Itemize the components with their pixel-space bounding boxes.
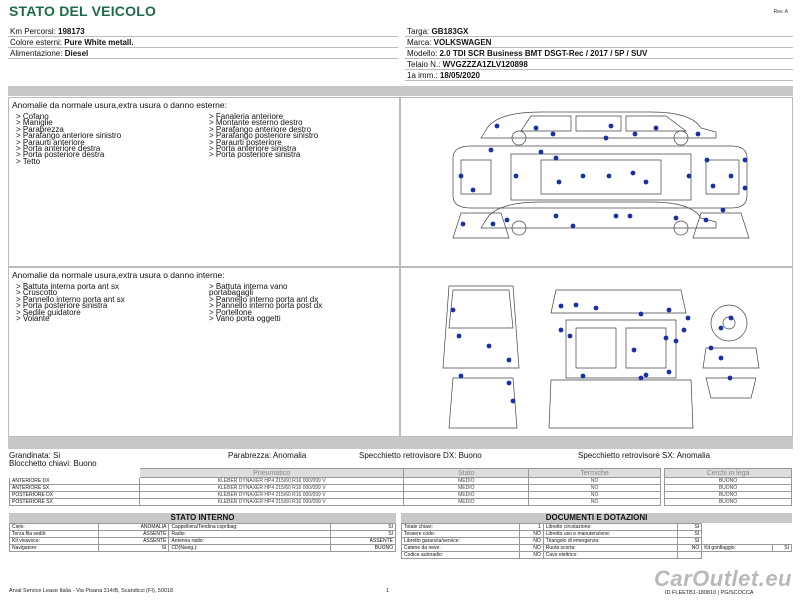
damage-marker: [667, 370, 672, 375]
documenti-label: Catene da neve:: [402, 545, 520, 552]
damage-item: > Paraurti anteriore: [16, 137, 85, 147]
documenti-row: [402, 538, 792, 545]
tyre-tyre-cell: KLEBER DYNAXER HP4 215/60 R16 000/099 V: [139, 492, 404, 499]
damage-marker: [604, 136, 609, 141]
documenti-label: Codice autoradio:: [402, 552, 520, 559]
info-right-row: [405, 59, 793, 70]
documenti-row: [402, 531, 792, 538]
documenti-label: Libretto circolazione:: [543, 524, 677, 531]
cerchi-row: [665, 492, 792, 499]
damage-marker: [674, 216, 679, 221]
damage-marker: [609, 124, 614, 129]
documenti-value: NO: [519, 545, 543, 552]
damage-marker: [559, 328, 564, 333]
interno-label: Cappelliera/Tendina copribag:: [169, 524, 331, 531]
documenti-row: [402, 524, 792, 531]
exterior-diagram-panel: [400, 97, 793, 267]
damage-marker: [594, 306, 599, 311]
damage-marker: [559, 304, 564, 309]
cerchi-cell: BUONO: [665, 485, 792, 492]
damage-marker: [514, 174, 519, 179]
interno-value: ASSENTE: [331, 538, 396, 545]
interno-value: ASSENTE: [99, 531, 169, 538]
info-label: Colore esterni:: [10, 38, 65, 47]
specchietto-dx-status: Specchietto retrovisore DX: Buono: [359, 451, 482, 460]
exterior-damage-list-1: [16, 114, 121, 165]
tyre-header: Pneumatico: [139, 469, 404, 478]
documenti-label: Cavo elettrico:: [543, 552, 677, 559]
tyre-tyre-cell: KLEBER DYNAXER HP4 215/60 R16 000/099 V: [139, 485, 404, 492]
exterior-damage-list-2: [209, 114, 318, 159]
interno-value: SI: [99, 545, 169, 552]
damage-item: > Porta posteriore sinistra: [209, 150, 301, 160]
damage-marker: [728, 376, 733, 381]
damage-marker: [511, 399, 516, 404]
interno-value: SI: [331, 524, 396, 531]
tyre-stato-cell: MEDIO: [404, 485, 529, 492]
blocchetto-status: Blocchetto chiavi: Buono: [9, 459, 97, 468]
damage-marker: [451, 308, 456, 313]
damage-marker: [721, 208, 726, 213]
damage-marker: [534, 126, 539, 131]
info-left-row: [8, 37, 398, 48]
parabrezza-status: Parabrezza: Anomalia: [228, 451, 307, 460]
documenti-value: SI: [678, 531, 702, 538]
documenti-value: 1: [519, 524, 543, 531]
section-divider: [8, 86, 793, 96]
interior-damage-title: Anomalie da normale usura,extra usura o danno interne:: [12, 270, 225, 280]
damage-marker: [644, 180, 649, 185]
info-right-row: [405, 48, 793, 59]
damage-item: > Vano porta oggetti: [209, 314, 281, 324]
damage-marker: [471, 188, 476, 193]
info-left-row: [8, 26, 398, 37]
damage-marker: [581, 174, 586, 179]
documenti-title: DOCUMENTI E DOTAZIONI: [401, 513, 792, 523]
damage-item: > Battuta interna vano: [209, 282, 288, 291]
damage-marker: [554, 156, 559, 161]
damage-item: > Paraurti posteriore: [209, 137, 282, 147]
damage-item: > Cofano: [16, 112, 49, 121]
damage-marker: [664, 336, 669, 341]
documenti-label: Ruota scorta:: [543, 545, 677, 552]
damage-marker: [581, 374, 586, 379]
cerchi-cell: BUONO: [665, 478, 792, 485]
damage-marker: [487, 344, 492, 349]
damage-marker: [631, 171, 636, 176]
documenti-value: NO: [519, 552, 543, 559]
stato-interno-title: STATO INTERNO: [9, 513, 396, 523]
tyre-tyre-cell: KLEBER DYNAXER HP4 215/60 R16 000/099 V: [139, 478, 404, 485]
damage-marker: [633, 132, 638, 137]
damage-item: > Parafango posteriore sinistro: [209, 131, 319, 141]
interno-label: Terza fila sedili:: [10, 531, 99, 538]
damage-item: > Fanaleria anteriore: [209, 112, 284, 121]
tyre-stato-cell: MEDIO: [404, 499, 529, 506]
info-left-row: [8, 48, 398, 59]
damage-marker: [628, 214, 633, 219]
interno-label: Kit vivavoce:: [10, 538, 99, 545]
damage-marker: [644, 373, 649, 378]
damage-item: > Porta anteriore destra: [16, 144, 101, 154]
info-label: Alimentazione:: [10, 49, 65, 58]
info-right-row: [405, 70, 793, 81]
tyre-row: [10, 478, 661, 485]
interno-label: Radio:: [169, 531, 331, 538]
damage-marker: [674, 339, 679, 344]
interno-label: Cielo:: [10, 524, 99, 531]
damage-marker: [507, 358, 512, 363]
info-value: Pure White metall.: [64, 38, 134, 47]
tyre-tyre-cell: KLEBER DYNAXER HP4 215/60 R16 000/099 V: [139, 499, 404, 506]
tyre-row: [10, 492, 661, 499]
cerchi-header: Cerchi in lega: [665, 469, 792, 478]
cerchi-row: [665, 499, 792, 506]
cerchi-table: [664, 468, 792, 506]
stato-interno-section: [9, 513, 396, 552]
interno-label: Antenna radio:: [169, 538, 331, 545]
cerchi-row: [665, 478, 792, 485]
damage-marker: [719, 326, 724, 331]
interior-damage-list-1: [16, 284, 125, 322]
tyre-termiche-cell: NO: [529, 492, 661, 499]
damage-item: > Pannello interno porta ant dx: [209, 294, 319, 304]
damage-item: > Pannello interno porta post dx: [209, 301, 323, 311]
documenti-value: NO: [678, 545, 702, 552]
tyre-stato-cell: MEDIO: [404, 478, 529, 485]
info-label: 1a imm.:: [407, 71, 440, 80]
info-value: 2.0 TDI SCR Business BMT DSGT-Rec / 2017 / 5P / SUV: [439, 49, 648, 58]
damage-marker: [491, 222, 496, 227]
info-label: Telaio N.:: [407, 60, 443, 69]
documenti-label: Triangolo di emergenza:: [543, 538, 677, 545]
damage-marker: [457, 334, 462, 339]
interno-value: BUONO: [331, 545, 396, 552]
damage-item: > Portellone: [209, 307, 252, 317]
damage-marker: [607, 174, 612, 179]
documenti-table: [401, 523, 792, 559]
damage-marker: [696, 132, 701, 137]
info-label: Targa:: [407, 27, 432, 36]
damage-item: > Battuta interna porta ant sx: [16, 282, 119, 291]
interno-row: [10, 538, 396, 545]
documenti-label: Totale chiavi:: [402, 524, 520, 531]
cerchi-cell: BUONO: [665, 492, 792, 499]
tyre-pos-cell: ANTERIORE SX: [10, 485, 140, 492]
info-value: 18/05/2020: [439, 71, 480, 80]
damage-marker: [505, 218, 510, 223]
cerchi-row: [665, 485, 792, 492]
grandinata-status: Grandinata: Si: [9, 451, 61, 460]
damage-marker: [682, 328, 687, 333]
tyre-pos-cell: ANTERIORE DX: [10, 478, 140, 485]
tyre-pos-cell: POSTERIORE DX: [10, 492, 140, 499]
damage-marker: [719, 356, 724, 361]
damage-marker: [574, 303, 579, 308]
interior-damage-list-2: [209, 284, 322, 322]
tyre-termiche-cell: NO: [529, 478, 661, 485]
damage-marker: [704, 218, 709, 223]
page-title: STATO DEL VEICOLO: [9, 3, 157, 19]
damage-item: > Volante: [16, 314, 50, 324]
documenti-row: [402, 552, 792, 559]
tyre-row: [10, 485, 661, 492]
damage-marker: [551, 132, 556, 137]
documenti-section: [401, 513, 792, 559]
damage-marker: [614, 214, 619, 219]
tyre-stato-cell: MEDIO: [404, 492, 529, 499]
interno-value: ANOMALIA: [99, 524, 169, 531]
damage-item: > Parafango anteriore sinistro: [16, 131, 122, 141]
info-value: GB183GX: [431, 27, 469, 36]
specchietto-sx-status: Specchietto retrovisore SX: Anomalia: [578, 451, 711, 460]
damage-marker: [743, 186, 748, 191]
cerchi-cell: BUONO: [665, 499, 792, 506]
tyre-table: [9, 468, 661, 506]
damage-marker: [639, 376, 644, 381]
interno-row: [10, 531, 396, 538]
damage-marker: [568, 334, 573, 339]
damage-marker: [507, 381, 512, 386]
info-right-row: [405, 37, 793, 48]
stato-header: Stato: [404, 469, 529, 478]
damage-item: > Montante esterno destro: [209, 118, 303, 128]
damage-item: > Porta posteriore destra: [16, 150, 105, 160]
documenti-label: Libretto garanzia/service:: [402, 538, 520, 545]
documenti-value: SI: [678, 538, 702, 545]
damage-item: > Sedile guidatore: [16, 307, 81, 317]
damage-marker: [632, 348, 637, 353]
documenti-value: NO: [519, 531, 543, 538]
info-value: Diesel: [64, 49, 89, 58]
damage-marker: [459, 374, 464, 379]
termiche-header: Termiche: [529, 469, 661, 478]
info-label: Km Percorsi:: [10, 27, 59, 36]
watermark-logo: CarOutlet.eu: [653, 566, 792, 591]
damage-item: > Parafango anteriore destro: [209, 124, 312, 134]
exterior-damage-panel: [8, 97, 400, 267]
tyre-termiche-cell: NO: [529, 499, 661, 506]
damage-marker: [729, 316, 734, 321]
documenti-value: SI: [773, 545, 792, 552]
documenti-row: [402, 545, 792, 552]
info-label: Marca:: [407, 38, 434, 47]
documenti-value: SI: [678, 524, 702, 531]
damage-item: > Parabrezza: [16, 124, 64, 134]
info-right-row: [405, 26, 793, 37]
info-value: WVGZZZA1ZLV120898: [442, 60, 528, 69]
damage-marker: [557, 180, 562, 185]
footer-ref: ID FLEETB1-180810 | PG/SCOCCA: [665, 590, 754, 596]
damage-marker: [459, 174, 464, 179]
damage-marker: [654, 126, 659, 131]
interno-label: Navigatore:: [10, 545, 99, 552]
damage-marker: [571, 224, 576, 229]
exterior-car-diagram: [401, 98, 794, 268]
damage-item: portabagagli: [209, 288, 254, 298]
stato-interno-table: [9, 523, 396, 552]
damage-item: > Pannello interno porta ant sx: [16, 294, 125, 304]
interno-value: SI: [331, 531, 396, 538]
damage-marker: [709, 346, 714, 351]
documenti-label: Tessere code:: [402, 531, 520, 538]
interior-car-diagram: [401, 268, 794, 438]
damage-marker: [687, 174, 692, 179]
damage-marker: [743, 158, 748, 163]
damage-item: > Cruscotto: [16, 288, 58, 298]
damage-marker: [539, 150, 544, 155]
documenti-label: Libretto uso e manutenzione:: [543, 531, 677, 538]
documenti-value: [678, 552, 702, 559]
damage-marker: [705, 158, 710, 163]
documenti-value: NO: [519, 538, 543, 545]
damage-marker: [667, 308, 672, 313]
interno-row: [10, 545, 396, 552]
interno-value: ASSENTE: [99, 538, 169, 545]
tyre-row: [10, 499, 661, 506]
tyre-pos-cell: POSTERIORE SX: [10, 499, 140, 506]
damage-marker: [686, 316, 691, 321]
info-label: Modello:: [407, 49, 440, 58]
damage-marker: [729, 174, 734, 179]
interior-damage-panel: [8, 267, 400, 437]
revision-label: Rev. A: [773, 9, 788, 15]
documenti-label: Kit gonfiaggio:: [702, 545, 773, 552]
interno-label: CD(Navig.):: [169, 545, 331, 552]
damage-marker: [495, 124, 500, 129]
damage-marker: [711, 184, 716, 189]
damage-marker: [489, 148, 494, 153]
section-divider-2: [8, 437, 793, 449]
damage-marker: [461, 222, 466, 227]
damage-marker: [554, 214, 559, 219]
exterior-damage-title: Anomalie da normale usura,extra usura o danno esterne:: [12, 100, 227, 110]
tyre-termiche-cell: NO: [529, 485, 661, 492]
damage-item: > Tetto: [16, 156, 41, 166]
info-value: VOLKSWAGEN: [433, 38, 492, 47]
interno-row: [10, 524, 396, 531]
damage-item: > Maniglie: [16, 118, 53, 128]
damage-item: > Porta anteriore sinistra: [209, 144, 297, 154]
footer-company: Arval Service Lease Italia - Via Pisana 314/B, Scandicci (FI), 50018: [9, 588, 174, 594]
interior-diagram-panel: [400, 267, 793, 437]
damage-item: > Porta posteriore sinistra: [16, 301, 108, 311]
footer-page: 1: [386, 588, 390, 594]
damage-marker: [639, 312, 644, 317]
info-value: 198173: [58, 27, 85, 36]
